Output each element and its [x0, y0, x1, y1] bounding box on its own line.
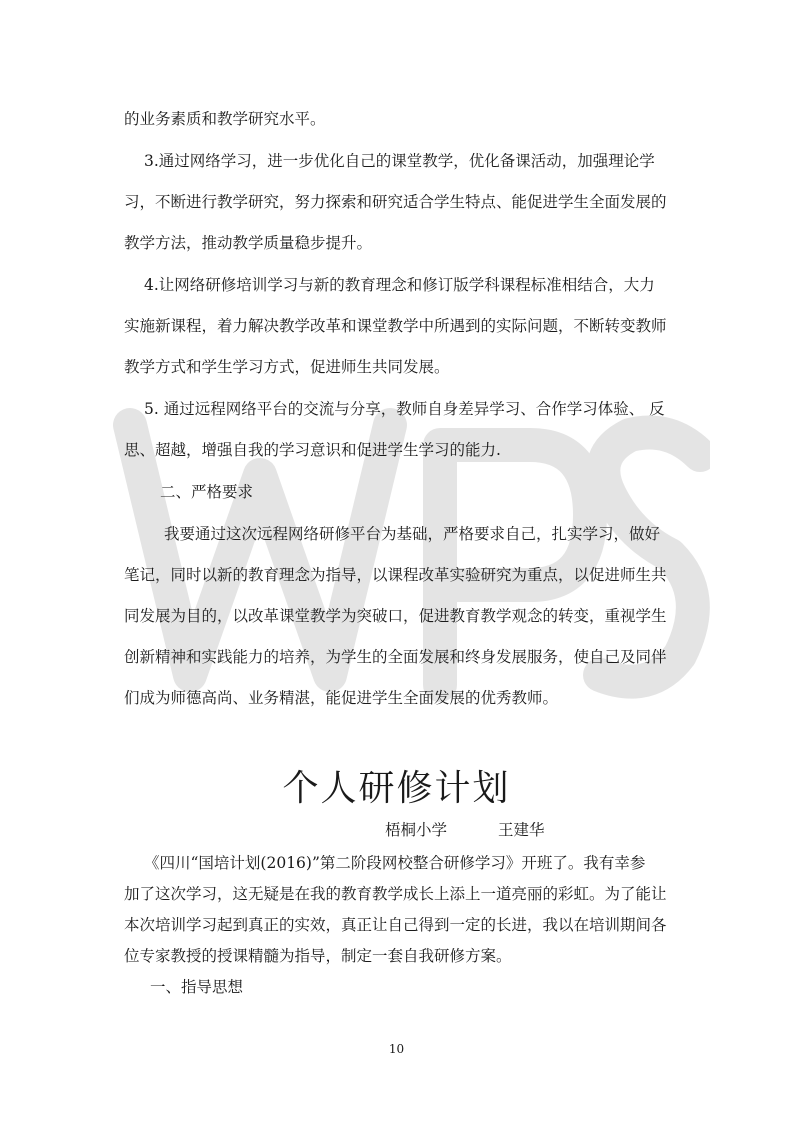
paragraph-line: 4.让网络研修培训学习与新的教育理念和修订版学科课程标准相结合，大力: [144, 276, 655, 294]
section-heading: 二、严格要求: [160, 483, 254, 501]
paragraph-line: 的业务素质和教学研究水平。: [124, 110, 326, 128]
paragraph-line: 《四川“国培计划(2016)”第二阶段网校整合研修学习》开班了。我有幸参: [144, 854, 646, 872]
paragraph-line: 5. 通过远程网络平台的交流与分享，教师自身差异学习、合作学习体验、 反: [144, 400, 665, 418]
paragraph-line: 本次培训学习起到真正的实效，真正让自己得到一定的长进，我以在培训期间各: [124, 916, 667, 934]
plan-title: 个人研修计划: [282, 768, 511, 809]
author-school: 梧桐小学: [385, 821, 448, 839]
author-name: 王建华: [498, 821, 545, 839]
paragraph-line: 3.通过网络学习，进一步优化自己的课堂教学，优化备课活动，加强理论学: [144, 152, 655, 170]
page-number: 10: [388, 1042, 405, 1056]
paragraph-line: 思、超越，增强自我的学习意识和促进学生学习的能力.: [124, 441, 501, 459]
paragraph-line: 同发展为目的，以改革课堂教学为突破口，促进教育教学观念的转变，重视学生: [124, 607, 667, 625]
paragraph-line: 位专家教授的授课精髓为指导，制定一套自我研修方案。: [124, 947, 512, 965]
paragraph-line: 们成为师德高尚、业务精湛，能促进学生全面发展的优秀教师。: [124, 689, 559, 707]
paragraph-line: 我要通过这次远程网络研修平台为基础，严格要求自己，扎实学习，做好: [164, 525, 661, 543]
paragraph-line: 创新精神和实践能力的培养，为学生的全面发展和终身发展服务，使自己及同伴: [124, 648, 667, 666]
paragraph-line: 教学方法，推动教学质量稳步提升。: [124, 234, 373, 252]
paragraph-line: 实施新课程，着力解决教学改革和课堂教学中所遇到的实际问题，不断转变教师: [124, 317, 667, 335]
paragraph-line: 加了这次学习，这无疑是在我的教育教学成长上添上一道亮丽的彩虹。为了能让: [124, 885, 667, 903]
paragraph-line: 习，不断进行教学研究，努力探索和研究适合学生特点、能促进学生全面发展的: [124, 193, 667, 211]
paragraph-line: 笔记，同时以新的教育理念为指导，以课程改革实验研究为重点，以促进师生共: [124, 566, 667, 584]
section-heading: 一、指导思想: [150, 978, 244, 996]
paragraph-line: 教学方式和学生学习方式，促进师生共同发展。: [124, 358, 450, 376]
